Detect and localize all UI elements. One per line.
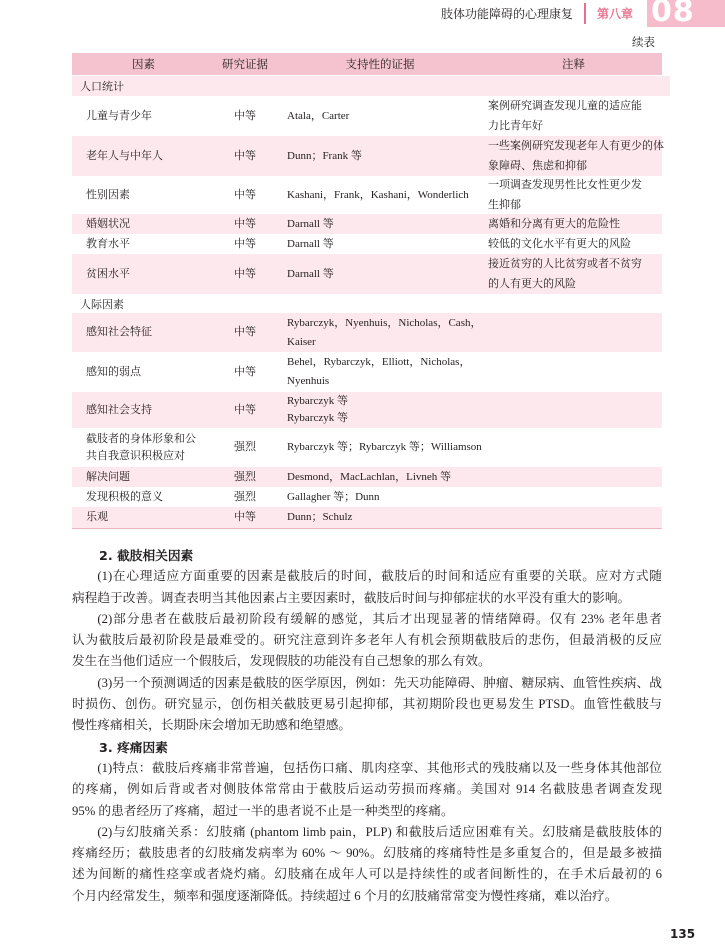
note-line: 接近贫穷的人比贫穷或者不贫穷 [488, 258, 642, 270]
note-line: 生抑郁 [488, 199, 521, 211]
evidence-level-cell [215, 136, 275, 176]
body-text [72, 545, 662, 907]
note-cell [485, 176, 662, 214]
supporting-evidence: Gallagher 等；Dunn [287, 490, 380, 503]
note-cell [485, 428, 662, 467]
table-row [72, 254, 662, 294]
paragraph-line: 慢性疼痛相关，长期卧床会增加无助感和绝望感。 [72, 718, 352, 733]
factor-cell [72, 392, 215, 428]
note-line: 较低的文化水平有更大的风险 [488, 238, 631, 250]
column-header-evidence-level: 研究证据 [222, 59, 268, 71]
chapter-number: 08 [651, 0, 695, 27]
factor-text: 贫困水平 [86, 267, 130, 280]
evidence-level-cell [215, 96, 275, 136]
paragraph-line: 的疼痛，例如后背或者对侧肢体常常由于截肢后运动劳损而疼痛。美国对 914 名截肢患者调查发现 [72, 782, 662, 797]
table-bottom-rule [72, 528, 662, 529]
evidence-level-cell [215, 392, 275, 428]
supporting-evidence: Dunn；Frank 等 [287, 149, 362, 162]
paragraph-line: 病程趋于改善。调查表明当其他因素占主要因素时，截肢后时间与抑郁症状的水平没有重大的影响。 [72, 590, 631, 605]
section-label: 人口统计 [80, 81, 124, 93]
evidence-level: 中等 [234, 365, 256, 378]
note-cell [485, 507, 662, 528]
column-header-supporting-evidence: 支持性的证据 [345, 59, 415, 71]
supporting-evidence: Rybarczyk 等；Rybarczyk 等；Williamson [287, 441, 482, 453]
table-row [72, 467, 662, 487]
note-line: 案例研究调查发现儿童的适应能 [488, 100, 642, 112]
page-number: 135 [670, 927, 696, 941]
section-label: 人际因素 [80, 298, 124, 311]
supporting-evidence: Desmond，MacLachlan，Livneh 等 [287, 470, 452, 483]
factor-cell [72, 487, 215, 507]
section-heading: 2. 截肢相关因素 [99, 548, 194, 563]
factor-text: 共自我意识积极应对 [86, 449, 185, 462]
factor-cell [72, 234, 215, 254]
supporting-evidence: Darnall 等 [287, 217, 334, 230]
table-row [72, 176, 662, 214]
supporting-evidence-cell [275, 176, 485, 214]
factor-text: 教育水平 [86, 237, 130, 250]
supporting-evidence: Rybarczyk 等 [287, 395, 348, 407]
supporting-evidence-cell [275, 254, 485, 294]
note-cell [485, 136, 662, 176]
note-line: 力比青年好 [488, 120, 543, 132]
note-cell [485, 392, 662, 428]
factor-text: 感知社会支持 [86, 403, 152, 416]
paragraph-line: (1)在心理适应方面重要的因素是截肢后的时间，截肢后的时间和适应有重要的关联。应对方式随 [97, 569, 662, 584]
book-title: 肢体功能障碍的心理康复 [441, 7, 574, 21]
supporting-evidence: Darnall 等 [287, 237, 334, 250]
table-row [72, 234, 662, 254]
evidence-level: 中等 [234, 403, 256, 416]
table-row [72, 214, 662, 234]
supporting-evidence-cell [275, 234, 485, 254]
factor-cell [72, 254, 215, 294]
note-line: 一些案例研究发现老年人有更少的体 [488, 140, 664, 152]
evidence-level: 中等 [234, 511, 256, 523]
table-row [72, 507, 662, 528]
evidence-level: 中等 [234, 237, 256, 250]
supporting-evidence-cell [275, 136, 485, 176]
factor-cell [72, 214, 215, 234]
note-line: 离婚和分离有更大的危险性 [488, 218, 620, 230]
supporting-evidence: Dunn；Schulz [287, 511, 353, 523]
supporting-evidence-cell [275, 352, 485, 392]
evidence-level: 中等 [234, 149, 256, 162]
supporting-evidence-cell [275, 467, 485, 487]
paragraph-line: 发生在当他们适应一个假肢后，发现假肢的功能没有自己想象的那么有效。 [72, 654, 491, 669]
paragraph-line: (2)部分患者在截肢后最初阶段有缓解的感觉，其后才出现显著的情绪障碍。仅有 23% 老年患者 [97, 611, 662, 626]
factor-cell [72, 136, 215, 176]
supporting-evidence: Darnall 等 [287, 267, 334, 280]
evidence-level: 中等 [234, 267, 256, 280]
factor-cell [72, 507, 215, 528]
note-line: 的人有更大的风险 [488, 278, 576, 290]
note-cell [485, 352, 662, 392]
note-cell [485, 254, 662, 294]
header-divider [584, 3, 586, 24]
evidence-level-cell [215, 487, 275, 507]
note-cell [485, 234, 662, 254]
column-header-notes: 注释 [562, 59, 585, 71]
paragraph-line: (1)特点：截肢后疼痛非常普遍，包括伤口痛、肌肉痉挛、其他形式的残肢痛以及一些身体其他部位 [97, 760, 662, 775]
note-line: 一项调查发现男性比女性更少发 [488, 179, 642, 191]
supporting-evidence-cell [275, 487, 485, 507]
paragraph-line: (3)另一个预测调适的因素是截肢的医学原因，例如：先天功能障碍、肿瘤、糖尿病、血管性疾病、战 [97, 675, 662, 690]
evidence-level-cell [215, 234, 275, 254]
factor-cell [72, 467, 215, 487]
evidence-level: 中等 [234, 217, 256, 230]
factor-text: 感知社会特征 [86, 326, 152, 338]
paragraph-line: 述为间断的痛性痉挛或者烧灼痛。幻肢痛在成年人可以是持续性的或者间断性的，在手术后最初的 6 [72, 867, 662, 882]
table-row [72, 96, 662, 136]
supporting-evidence: Kashani，Frank，Kashani，Wonderlich [287, 188, 469, 201]
table-row [72, 428, 662, 467]
note-cell [485, 467, 662, 487]
factor-text: 感知的弱点 [86, 365, 141, 378]
note-cell [485, 214, 662, 234]
factor-text: 儿童与青少年 [86, 109, 152, 122]
section-heading: 3. 疼痛因素 [99, 739, 168, 755]
evidence-level-cell [215, 254, 275, 294]
evidence-level-cell [215, 507, 275, 528]
table-row [72, 392, 662, 428]
factor-text: 老年人与中年人 [86, 149, 163, 162]
supporting-evidence: Atala，Carter [287, 109, 350, 122]
supporting-evidence-cell [275, 96, 485, 136]
supporting-evidence: Nyenhuis [287, 375, 330, 387]
evidence-level: 中等 [234, 326, 256, 338]
supporting-evidence: Rybarczyk 等 [287, 412, 348, 424]
factor-table [72, 53, 662, 529]
table-continued-label: 续表 [632, 35, 655, 49]
column-header-factor: 因素 [132, 59, 155, 71]
table-row [72, 352, 662, 392]
supporting-evidence: Rybarczyk，Nyenhuis，Nicholas，Cash， [287, 316, 482, 329]
evidence-level: 强烈 [234, 490, 256, 503]
factor-text: 发现积极的意义 [86, 490, 163, 503]
evidence-level: 中等 [234, 188, 256, 201]
factor-text: 性别因素 [86, 188, 130, 201]
table-row [72, 313, 662, 352]
factor-text: 解决问题 [86, 470, 130, 483]
paragraph-line: 个月内经常发生，频率和强度逐渐降低。持续超过 6 个月的幻肢痛常常变为慢性疼痛，难以治疗。 [72, 888, 618, 903]
factor-text: 截肢者的身体形象和公 [86, 432, 196, 445]
evidence-level-cell [215, 467, 275, 487]
factor-cell [72, 428, 215, 467]
supporting-evidence-cell [275, 313, 485, 352]
evidence-level: 中等 [234, 109, 256, 122]
factor-cell [72, 96, 215, 136]
note-cell [485, 313, 662, 352]
factor-cell [72, 352, 215, 392]
supporting-evidence: Kaiser [287, 335, 316, 348]
table-section-row [72, 294, 670, 313]
evidence-level-cell [215, 214, 275, 234]
supporting-evidence-cell [275, 507, 485, 528]
table-row [72, 487, 662, 507]
table-row [72, 136, 662, 176]
factor-text: 婚姻状况 [86, 217, 130, 230]
note-cell [485, 96, 662, 136]
factor-text: 乐观 [86, 511, 108, 523]
chapter-number-badge [647, 0, 725, 27]
note-line: 象障碍、焦虑和抑郁 [488, 160, 587, 172]
paragraph-line: 时损伤、创伤。研究显示，创伤相关截肢更易引起抑郁，其初期阶段也更易发生 PTSD。血管性截肢与 [72, 697, 662, 712]
evidence-level-cell [215, 428, 275, 467]
chapter-label: 第八章 [597, 7, 634, 21]
evidence-level: 强烈 [234, 441, 256, 453]
paragraph-line: 认为截肢后最初阶段是最难受的。研究注意到许多老年人有机会预期截肢后的悲伤，但最消极的反应 [72, 633, 662, 648]
note-cell [485, 487, 662, 507]
evidence-level: 强烈 [234, 470, 256, 483]
paragraph-line: 95% 的患者经历了疼痛，超过一半的患者说不止是一种类型的疼痛。 [72, 803, 454, 818]
evidence-level-cell [215, 352, 275, 392]
supporting-evidence: Behel，Rybarczyk，Elliott，Nicholas， [287, 356, 471, 368]
supporting-evidence-cell [275, 428, 485, 467]
evidence-level-cell [215, 313, 275, 352]
factor-cell [72, 313, 215, 352]
paragraph-line: (2)与幻肢痛关系：幻肢痛 (phantom limb pain，PLP) 和截肢后适应困难有关。幻肢痛是截肢肢体的 [97, 824, 662, 839]
table-header-row [72, 53, 662, 75]
supporting-evidence-cell [275, 214, 485, 234]
supporting-evidence-cell [275, 392, 485, 428]
table-section-row [72, 76, 670, 96]
factor-cell [72, 176, 215, 214]
paragraph-line: 疼痛经历；截肢患者的幻肢痛发病率为 60% ～ 90%。幻肢痛的疼痛特性是多重复合的，但是最多被描 [72, 846, 662, 861]
evidence-level-cell [215, 176, 275, 214]
